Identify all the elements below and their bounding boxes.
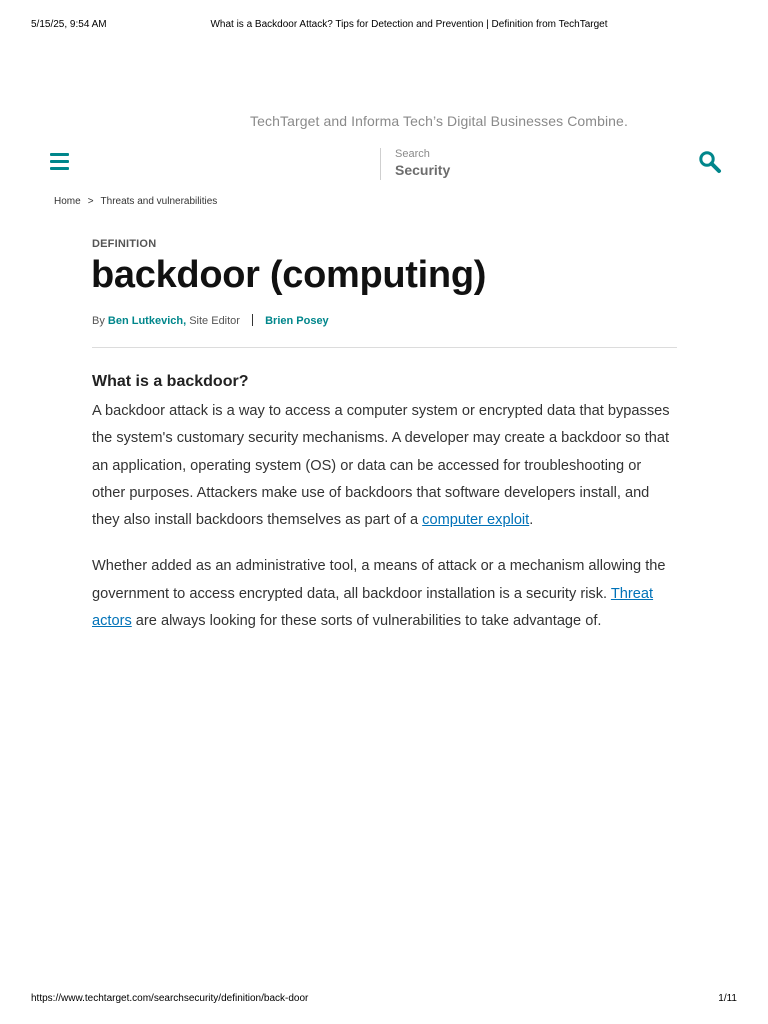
site-name: Security: [395, 162, 451, 178]
byline: [92, 314, 329, 327]
article-kicker: DEFINITION: [92, 238, 157, 250]
paragraph-2: [92, 553, 677, 635]
byline-by: By: [92, 315, 105, 327]
search-icon[interactable]: [698, 150, 722, 174]
paragraph-1: [92, 398, 677, 534]
author-role: Site Editor: [189, 315, 240, 327]
byline-divider: [252, 314, 253, 326]
breadcrumb-section[interactable]: Threats and vulnerabilities: [100, 196, 218, 207]
paragraph-2-tail: are always looking for these sorts of vulnerabilities to take advantage of.: [131, 613, 602, 630]
print-datetime: 5/15/25, 9:54 AM: [31, 19, 107, 30]
breadcrumb-home[interactable]: Home: [54, 196, 81, 207]
search-label: Search: [395, 148, 430, 160]
paragraph-2-text: Whether added as an administrative tool, a means of attack or a mechanism allowing the government to access encrypted data, all backdoor installation is a security risk.: [92, 558, 666, 602]
header-divider: [92, 347, 677, 348]
section-heading: What is a backdoor?: [92, 373, 249, 390]
author-link-ben-lutkevich[interactable]: Ben Lutkevich,: [107, 315, 187, 327]
page-title: backdoor (computing): [91, 254, 487, 296]
print-page-title: What is a Backdoor Attack? Tips for Detection and Prevention | Definition from TechTarget: [210, 19, 608, 30]
breadcrumb: [54, 196, 217, 207]
site-search-box[interactable]: [380, 148, 450, 180]
author-link-brien-posey[interactable]: Brien Posey: [265, 315, 329, 327]
article-body: [92, 372, 677, 654]
computer-exploit-link[interactable]: computer exploit: [422, 512, 530, 529]
hamburger-menu-icon[interactable]: [50, 152, 69, 171]
paragraph-1-tail: .: [529, 512, 534, 529]
print-url: https://www.techtarget.com/searchsecurity/definition/back-door: [31, 993, 309, 1004]
announcement-banner[interactable]: TechTarget and Informa Tech’s Digital Businesses Combine.: [250, 113, 628, 129]
breadcrumb-separator: >: [87, 196, 94, 207]
paragraph-1-text: A backdoor attack is a way to access a computer system or encrypted data that bypasses the system's customary security mechanisms. A developer may create a backdoor so that an application, operating system (OS) or data can be accessed for troubleshooting or other purposes. Attackers make use of backdoors that software developers install, and they also install backdoors themselves as part of a: [92, 403, 670, 529]
print-page-number: 1/11: [718, 993, 737, 1004]
threat-actors-link[interactable]: Threat actors: [92, 585, 654, 630]
